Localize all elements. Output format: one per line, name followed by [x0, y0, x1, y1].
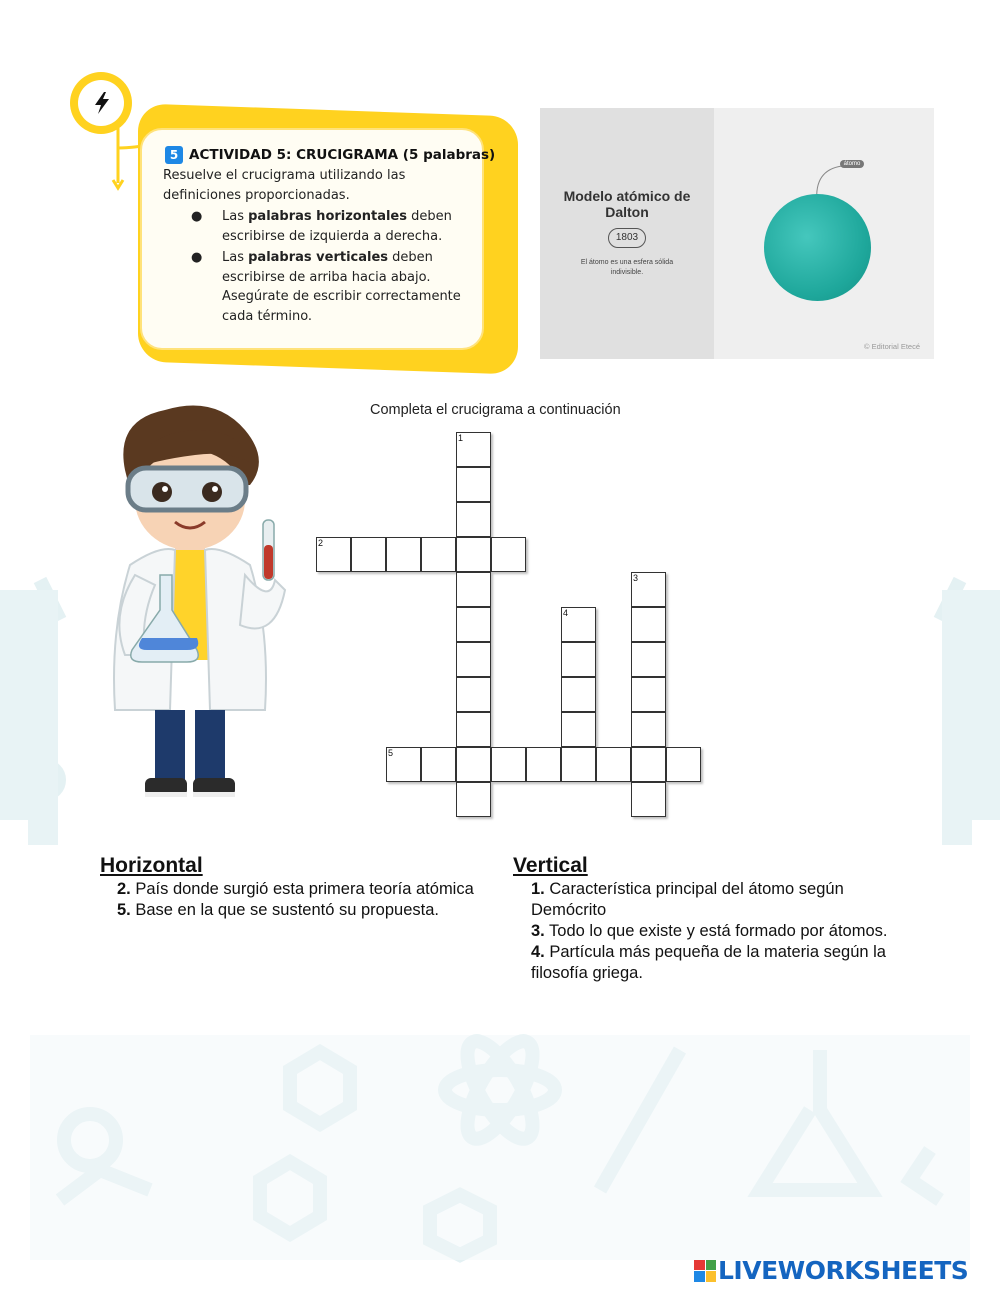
crossword-grid — [316, 432, 706, 822]
crossword-cell[interactable] — [491, 747, 526, 782]
scientist-boy-illustration — [100, 400, 290, 810]
crossword-cell[interactable] — [421, 747, 456, 782]
crossword-cell[interactable] — [561, 747, 596, 782]
crossword-clue-number: 2 — [318, 538, 324, 548]
crossword-cell[interactable] — [456, 432, 491, 467]
crossword-cell[interactable] — [561, 712, 596, 747]
clue-item: 5. Base en la que se sustentó su propuesta. — [117, 901, 439, 919]
clue-item: 3. Todo lo que existe y está formado por átomos. — [531, 922, 888, 940]
crossword-clue-number: 1 — [458, 433, 464, 443]
sphere-label: átomo — [840, 160, 864, 168]
crossword-cell[interactable] — [456, 712, 491, 747]
activity-bullet: ● Las palabras horizontales deben escribirse de izquierda a derecha. — [191, 209, 452, 244]
dalton-model-image — [540, 108, 934, 359]
horizontal-clues-list — [117, 879, 487, 921]
activity-number-badge: 5 — [165, 146, 183, 164]
crossword-cell[interactable] — [456, 572, 491, 607]
crossword-cell[interactable] — [561, 677, 596, 712]
crossword-cell[interactable] — [631, 712, 666, 747]
crossword-cell[interactable] — [456, 747, 491, 782]
crossword-cell[interactable] — [631, 747, 666, 782]
dalton-description: El átomo es una esfera sólida indivisible. — [580, 259, 674, 276]
crossword-clue-number: 5 — [388, 748, 394, 758]
crossword-cell[interactable] — [456, 677, 491, 712]
crossword-clue-number: 4 — [563, 608, 569, 618]
clue-item: 1. Característica principal del átomo según Demócrito — [531, 880, 844, 919]
crossword-cell[interactable] — [456, 642, 491, 677]
crossword-cell[interactable] — [631, 607, 666, 642]
crossword-cell[interactable] — [666, 747, 701, 782]
crossword-cell[interactable] — [421, 537, 456, 572]
lightning-icon — [87, 89, 115, 117]
activity-title — [165, 146, 495, 164]
crossword-cell[interactable] — [456, 467, 491, 502]
logo-blocks-icon — [694, 1260, 716, 1282]
clue-item: 4. Partícula más pequeña de la materia según la filosofía griega. — [531, 943, 886, 982]
atom-sphere — [764, 194, 871, 301]
crossword-cell[interactable] — [631, 572, 666, 607]
logo-text: LIVEWORKSHEETS — [718, 1256, 969, 1285]
activity-badge — [70, 72, 132, 134]
image-copyright: © Editorial Etecé — [864, 342, 920, 351]
crossword-cell[interactable] — [351, 537, 386, 572]
activity-title-text: ACTIVIDAD 5: CRUCIGRAMA (5 palabras) — [189, 147, 496, 163]
crossword-cell[interactable] — [491, 537, 526, 572]
crossword-cell[interactable] — [456, 607, 491, 642]
crossword-cell[interactable] — [526, 747, 561, 782]
vertical-clues-heading: Vertical — [513, 854, 588, 877]
crossword-cell[interactable] — [631, 642, 666, 677]
activity-bullet: ● Las palabras verticales deben escribirse de arriba hacia abajo. Asegúrate de escribir correctamente cada término. — [191, 250, 461, 324]
clue-item: 2. País donde surgió esta primera teoría atómica — [117, 880, 474, 898]
horizontal-clues-heading: Horizontal — [100, 854, 203, 877]
activity-intro: Resuelve el crucigrama utilizando las definiciones proporcionadas. — [163, 168, 406, 203]
crossword-cell[interactable] — [456, 782, 491, 817]
crossword-cell[interactable] — [456, 537, 491, 572]
crossword-title: Completa el crucigrama a continuación — [370, 402, 621, 418]
liveworksheets-logo — [694, 1256, 968, 1285]
crossword-cell[interactable] — [456, 502, 491, 537]
crossword-cell[interactable] — [561, 607, 596, 642]
dalton-title: Modelo atómico de Dalton — [563, 188, 691, 220]
crossword-cell[interactable] — [316, 537, 351, 572]
vertical-clues-list — [531, 879, 916, 984]
crossword-cell[interactable] — [386, 747, 421, 782]
crossword-cell[interactable] — [386, 537, 421, 572]
crossword-cell[interactable] — [631, 677, 666, 712]
dalton-year: 1803 — [608, 228, 646, 248]
crossword-clue-number: 3 — [633, 573, 639, 583]
crossword-cell[interactable] — [561, 642, 596, 677]
crossword-cell[interactable] — [596, 747, 631, 782]
crossword-cell[interactable] — [631, 782, 666, 817]
